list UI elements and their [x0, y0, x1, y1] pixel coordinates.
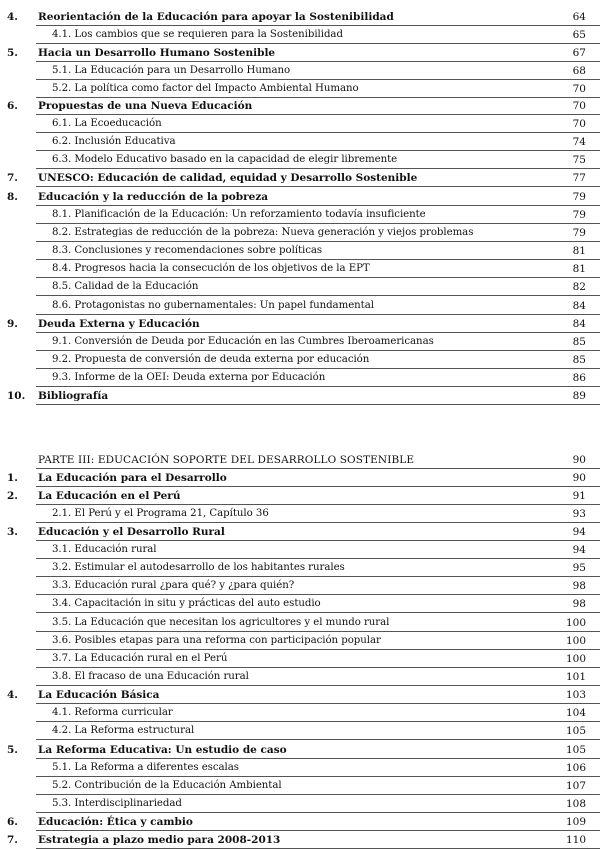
- entry-page-number: 100: [565, 635, 586, 647]
- toc-subsection-entry: [0, 115, 600, 133]
- entry-page-number: 94: [572, 526, 586, 538]
- entry-number: 6.: [7, 100, 18, 112]
- entry-title: 3.5. La Educación que necesitan los agricultores y el mundo rural: [52, 617, 390, 628]
- toc-subsection-entry: [0, 650, 600, 668]
- entry-title: 4.1. Reforma curricular: [52, 707, 173, 718]
- entry-number: 1.: [7, 472, 18, 484]
- entry-page-number: 84: [572, 318, 586, 330]
- entry-page-number: 79: [572, 227, 586, 239]
- entry-title: 5.1. La Reforma a diferentes escalas: [52, 762, 239, 773]
- toc-subsection-entry: [0, 795, 600, 813]
- entry-title: Estrategia a plazo medio para 2008-2013: [38, 834, 281, 846]
- entry-page-number: 81: [572, 245, 586, 257]
- entry-number: 2.: [7, 490, 18, 502]
- entry-title: 5.2. La política como factor del Impacto Ambiental Humano: [52, 83, 359, 94]
- toc-subsection-entry: [0, 333, 600, 351]
- entry-page-number: 105: [565, 725, 586, 737]
- entry-page-number: 104: [565, 707, 586, 719]
- entry-page-number: 77: [572, 172, 586, 184]
- toc-subsection-entry: [0, 151, 600, 169]
- entry-title: 9.3. Informe de la OEI: Deuda externa por Educación: [52, 372, 326, 383]
- entry-page-number: 109: [565, 816, 586, 828]
- toc-subsection-entry: [0, 614, 600, 632]
- entry-page-number: 101: [565, 671, 586, 683]
- toc-section-entry: [0, 44, 600, 62]
- entry-title: 4.1. Los cambios que se requieren para la Sostenibilidad: [52, 29, 343, 40]
- entry-number: 5.: [7, 47, 18, 59]
- entry-page-number: 81: [572, 263, 586, 275]
- entry-page-number: 85: [572, 336, 586, 348]
- toc-section-entry: [0, 523, 600, 541]
- toc-subsection-entry: [0, 26, 600, 44]
- toc-section-entry: [0, 469, 600, 487]
- toc-subsection-entry: [0, 668, 600, 686]
- entry-page-number: 93: [572, 508, 586, 520]
- entry-number: 4.: [7, 689, 18, 701]
- entry-title: 5.3. Interdisciplinariedad: [52, 798, 182, 809]
- toc-subsection-entry: [0, 704, 600, 722]
- entry-page-number: 86: [572, 372, 586, 384]
- toc-section-entry: [0, 741, 600, 759]
- entry-page-number: 70: [572, 118, 586, 130]
- entry-number: 7.: [7, 834, 18, 846]
- toc-subsection-entry: [0, 541, 600, 559]
- entry-page-number: 90: [572, 472, 586, 484]
- entry-page-number: 75: [572, 154, 586, 166]
- toc-subsection-entry: [0, 242, 600, 260]
- entry-title: 3.6. Posibles etapas para una reforma con participación popular: [52, 635, 381, 646]
- toc-section-entry: [0, 97, 600, 115]
- entry-page-number: 95: [572, 562, 586, 574]
- entry-title: Bibliografía: [38, 390, 109, 402]
- toc-subsection-entry: [0, 80, 600, 98]
- entry-page-number: 70: [572, 100, 586, 112]
- entry-title: Reorientación de la Educación para apoyar la Sostenibilidad: [38, 11, 394, 23]
- entry-title: Educación: Ética y cambio: [38, 816, 193, 828]
- entry-title: La Educación en el Perú: [38, 490, 181, 502]
- toc-subsection-entry: [0, 632, 600, 650]
- entry-page-number: 70: [572, 83, 586, 95]
- entry-title: Deuda Externa y Educación: [38, 318, 200, 330]
- entry-number: 5.: [7, 744, 18, 756]
- entry-title: 9.2. Propuesta de conversión de deuda externa por educación: [52, 354, 370, 365]
- entry-title: 8.2. Estrategias de reducción de la pobreza: Nueva generación y viejos problemas: [52, 227, 474, 238]
- entry-page-number: 67: [572, 47, 586, 59]
- entry-page-number: 90: [572, 454, 586, 466]
- entry-title: 8.4. Progresos hacia la consecución de los objetivos de la EPT: [52, 263, 370, 274]
- toc-section-entry: [0, 8, 600, 26]
- entry-title: Propuestas de una Nueva Educación: [38, 100, 253, 112]
- toc-section-entry: [0, 487, 600, 505]
- toc-subsection-entry: [0, 759, 600, 777]
- entry-page-number: 65: [572, 29, 586, 41]
- toc-subsection-entry: [0, 351, 600, 369]
- entry-number: 6.: [7, 816, 18, 828]
- toc-subsection-entry: [0, 369, 600, 387]
- toc-section-entry: [0, 169, 600, 187]
- entry-title: 8.3. Conclusiones y recomendaciones sobre políticas: [52, 245, 323, 256]
- toc-section-entry: [0, 188, 600, 206]
- entry-number: 8.: [7, 191, 18, 203]
- entry-title: UNESCO: Educación de calidad, equidad y Desarrollo Sostenible: [38, 172, 418, 184]
- entry-title: 3.8. El fracaso de una Educación rural: [52, 671, 249, 682]
- entry-page-number: 98: [572, 598, 586, 610]
- entry-page-number: 110: [565, 834, 586, 846]
- entry-title: 8.5. Calidad de la Educación: [52, 281, 199, 292]
- entry-title: 8.1. Planificación de la Educación: Un reforzamiento todavía insuficiente: [52, 209, 426, 220]
- entry-title: 3.3. Educación rural ¿para qué? y ¿para quién?: [52, 580, 295, 591]
- entry-number: 7.: [7, 172, 18, 184]
- entry-page-number: 94: [572, 544, 586, 556]
- toc-subsection-entry: [0, 722, 600, 740]
- entry-number: 9.: [7, 318, 18, 330]
- entry-page-number: 105: [565, 744, 586, 756]
- entry-page-number: 98: [572, 580, 586, 592]
- toc-section-entry: [0, 315, 600, 333]
- toc-subsection-entry: [0, 595, 600, 613]
- entry-title: 6.2. Inclusión Educativa: [52, 136, 176, 147]
- toc-subsection-entry: [0, 297, 600, 315]
- entry-title: 3.4. Capacitación in situ y prácticas del auto estudio: [52, 598, 321, 609]
- toc-subsection-entry: [0, 559, 600, 577]
- entry-title: Educación y el Desarrollo Rural: [38, 526, 225, 538]
- toc-subsection-entry: [0, 278, 600, 296]
- entry-page-number: 100: [565, 617, 586, 629]
- toc-section-entry: [0, 831, 600, 849]
- part-heading: [0, 451, 600, 469]
- entry-page-number: 108: [565, 798, 586, 810]
- toc-subsection-entry: [0, 577, 600, 595]
- entry-page-number: 106: [565, 762, 586, 774]
- entry-page-number: 85: [572, 354, 586, 366]
- entry-title: 3.1. Educación rural: [52, 544, 157, 555]
- entry-page-number: 79: [572, 209, 586, 221]
- toc-subsection-entry: [0, 777, 600, 795]
- entry-page-number: 74: [572, 136, 586, 148]
- entry-title: 4.2. La Reforma estructural: [52, 725, 195, 736]
- entry-title: La Educación Básica: [38, 689, 160, 701]
- toc-section-entry: [0, 686, 600, 704]
- entry-title: 8.6. Protagonistas no gubernamentales: Un papel fundamental: [52, 300, 374, 311]
- entry-title: 6.3. Modelo Educativo basado en la capacidad de elegir libremente: [52, 154, 398, 165]
- toc-subsection-entry: [0, 260, 600, 278]
- entry-title: La Educación para el Desarrollo: [38, 472, 227, 484]
- entry-title: 2.1. El Perú y el Programa 21, Capítulo 36: [52, 508, 269, 519]
- entry-page-number: 100: [565, 653, 586, 665]
- entry-page-number: 107: [565, 780, 586, 792]
- entry-page-number: 82: [572, 281, 586, 293]
- entry-number: 3.: [7, 526, 18, 538]
- entry-title: La Reforma Educativa: Un estudio de caso: [38, 744, 287, 756]
- toc-subsection-entry: [0, 133, 600, 151]
- entry-title: Hacia un Desarrollo Humano Sostenible: [38, 47, 276, 59]
- toc-subsection-entry: [0, 224, 600, 242]
- entry-title: 3.7. La Educación rural en el Perú: [52, 653, 228, 664]
- entry-title: 3.2. Estimular el autodesarrollo de los habitantes rurales: [52, 562, 345, 573]
- entry-title: 9.1. Conversión de Deuda por Educación en las Cumbres Iberoamericanas: [52, 336, 434, 347]
- entry-number: 10.: [7, 390, 26, 402]
- entry-page-number: 89: [572, 390, 586, 402]
- entry-page-number: 64: [572, 11, 586, 23]
- entry-page-number: 79: [572, 191, 586, 203]
- entry-page-number: 68: [572, 65, 586, 77]
- entry-page-number: 103: [565, 689, 586, 701]
- toc-section-entry: [0, 813, 600, 831]
- entry-title: 5.2. Contribución de la Educación Ambiental: [52, 780, 282, 791]
- toc-subsection-entry: [0, 206, 600, 224]
- entry-page-number: 91: [572, 490, 586, 502]
- entry-title: PARTE III: EDUCACIÓN SOPORTE DEL DESARROLLO SOSTENIBLE: [38, 454, 415, 466]
- toc-subsection-entry: [0, 62, 600, 80]
- toc-subsection-entry: [0, 505, 600, 523]
- entry-title: Educación y la reducción de la pobreza: [38, 191, 269, 203]
- toc-section-entry: [0, 387, 600, 405]
- entry-page-number: 84: [572, 300, 586, 312]
- entry-number: 4.: [7, 11, 18, 23]
- entry-title: 5.1. La Educación para un Desarrollo Humano: [52, 65, 291, 76]
- entry-title: 6.1. La Ecoeducación: [52, 118, 162, 129]
